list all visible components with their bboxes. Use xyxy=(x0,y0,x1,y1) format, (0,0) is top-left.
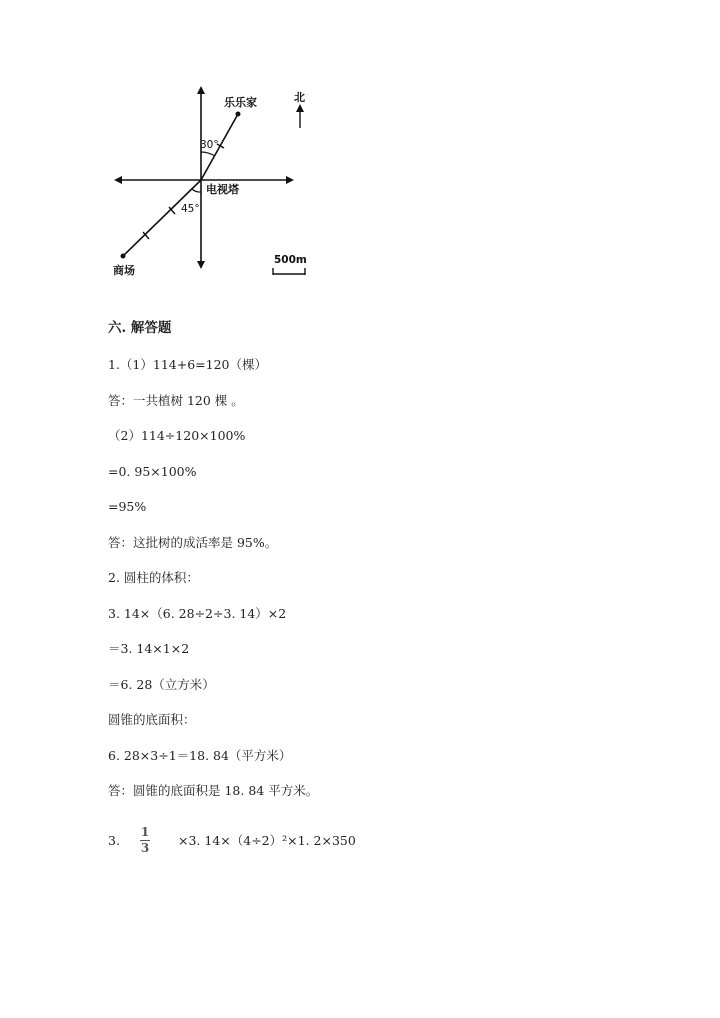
angle-top-label: 30° xyxy=(200,139,219,151)
tower-label: 电视塔 xyxy=(206,183,239,196)
scale-label: 500m xyxy=(274,254,307,266)
answer-line: 3. 14×（6. 28÷2÷3. 14）×2 xyxy=(108,606,287,621)
north-indicator-arrow xyxy=(296,104,304,112)
answer-line: 圆锥的底面积： xyxy=(108,712,196,727)
answer-line: ＝3. 14×1×2 xyxy=(108,641,190,656)
west-arrow xyxy=(114,176,122,184)
answer-line: ＝6. 28（立方米） xyxy=(108,677,215,692)
answer-line: =0. 95×100% xyxy=(108,464,197,479)
fraction-one-third xyxy=(140,826,150,855)
east-arrow xyxy=(286,176,294,184)
mall-line xyxy=(123,180,201,256)
answer-line: （2）114÷120×100% xyxy=(108,428,246,443)
angle-arc-top xyxy=(201,152,215,156)
answer-line: 答：这批树的成活率是 95%。 xyxy=(108,535,278,550)
answer-line: 答：一共植树 120 棵 。 xyxy=(108,393,244,408)
answer-line: 答：圆锥的底面积是 18. 84 平方米。 xyxy=(108,783,319,798)
north-label: 北 xyxy=(294,91,305,104)
north-axis-arrow xyxy=(197,86,205,94)
angle-arc-bottom xyxy=(192,189,201,192)
answer-line: 6. 28×3÷1＝18. 84（平方米） xyxy=(108,748,292,763)
fraction-numerator: 1 xyxy=(140,825,150,839)
south-axis-arrow xyxy=(197,261,205,269)
home-label: 乐乐家 xyxy=(224,96,257,109)
fraction-denominator: 3 xyxy=(140,841,150,855)
answer-line: 1.（1）114+6=120（棵） xyxy=(108,357,267,372)
section-title: 六. 解答题 xyxy=(108,320,172,336)
home-point xyxy=(236,112,241,117)
mall-point xyxy=(121,254,126,259)
question-3-number: 3. xyxy=(108,833,120,848)
direction-diagram xyxy=(100,80,340,280)
question-3-expression: ×3. 14×（4÷2）²×1. 2×350 xyxy=(178,833,356,848)
angle-bottom-label: 45° xyxy=(181,203,200,215)
mall-label: 商场 xyxy=(113,264,135,277)
answer-line: =95% xyxy=(108,499,147,514)
answer-line: 2. 圆柱的体积： xyxy=(108,570,199,585)
